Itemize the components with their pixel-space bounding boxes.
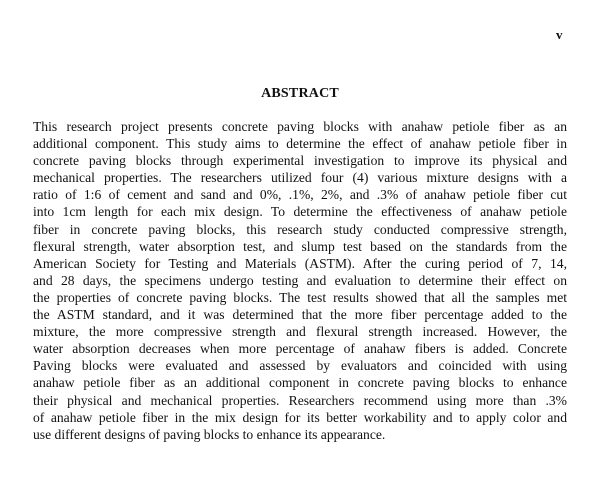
abstract-line: concrete paving blocks through experimental investigation to improve its physical and bbox=[33, 153, 567, 169]
abstract-line: anahaw petiole fiber as an additional component in concrete paving blocks to enhance bbox=[33, 375, 567, 391]
abstract-line: use different designs of paving blocks to enhance its appearance. bbox=[33, 426, 386, 442]
abstract-line: their physical and mechanical properties. Researchers recommend using more than .3% bbox=[33, 392, 567, 408]
abstract-paragraph bbox=[33, 118, 567, 443]
abstract-line: American Society for Testing and Materials (ASTM). After the curing period of 7, 14, bbox=[33, 255, 567, 271]
page-number: v bbox=[556, 27, 563, 42]
abstract-title: ABSTRACT bbox=[261, 86, 339, 101]
abstract-line: of anahaw petiole fiber in the mix design for its better workability and to apply color and bbox=[33, 409, 567, 425]
abstract-line: fiber in concrete paving blocks, this research study conducted compressive strength, bbox=[33, 221, 567, 237]
abstract-line: This research project presents concrete paving blocks with anahaw petiole fiber as an bbox=[33, 119, 567, 134]
abstract-line: into 1cm length for each mix design. To determine the effectiveness of anahaw petiole bbox=[33, 204, 567, 220]
abstract-line: mixture, the more compressive strength and flexural strength increased. However, the bbox=[33, 324, 567, 340]
abstract-line: mechanical properties. The researchers utilized four (4) various mixture designs with a bbox=[33, 170, 567, 186]
abstract-line: and 28 days, the specimens undergo testing and evaluation to determine their effect on bbox=[33, 272, 567, 288]
abstract-line: the ASTM standard, and it was determined that the more fiber percentage added to the bbox=[33, 307, 567, 323]
abstract-line: ratio of 1:6 of cement and sand and 0%, .1%, 2%, and .3% of anahaw petiole fiber cut bbox=[33, 187, 567, 203]
abstract-line: flexural strength, water absorption test, and slump test based on the standards from the bbox=[33, 238, 567, 254]
abstract-line: Paving blocks were evaluated and assessed by evaluators and coincided with using bbox=[33, 358, 567, 374]
abstract-line: the properties of concrete paving blocks. The test results showed that all the samples met bbox=[33, 289, 567, 305]
abstract-line: additional component. This study aims to determine the effect of anahaw petiole fiber in bbox=[33, 136, 567, 152]
abstract-line: water absorption decreases when more percentage of anahaw fibers is added. Concrete bbox=[33, 341, 567, 357]
